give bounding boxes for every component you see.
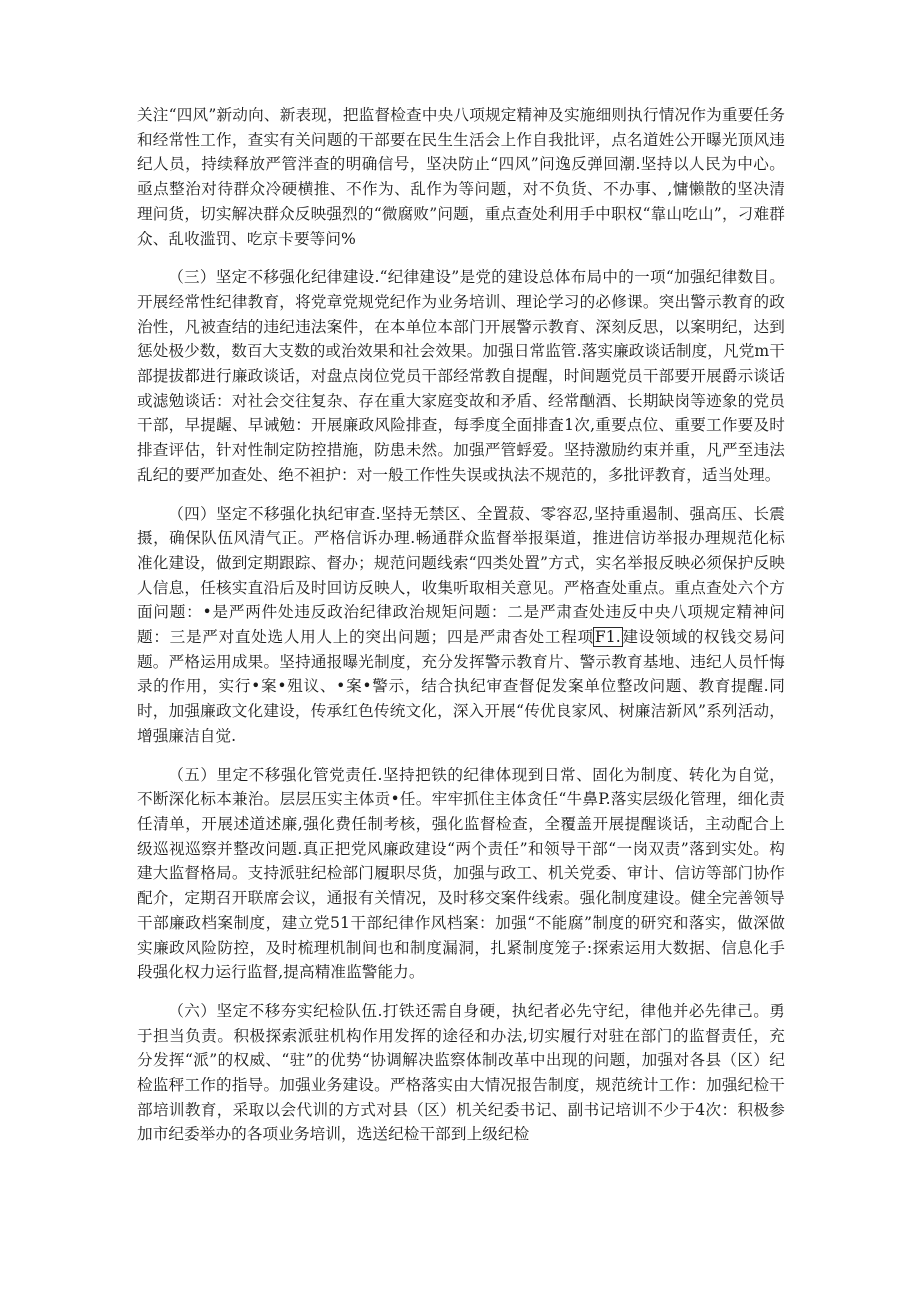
paragraph-section-4 <box>137 502 785 749</box>
highlighted-text-box: F1. <box>594 628 621 647</box>
paragraph-section-6 <box>137 999 785 1147</box>
paragraph-text: （六）坚定不移夯实纪检队伍.打铁还需自身硬，执纪者必先守纪，律他并必先律己。勇于担当负责。积极探索派驻机构作用发挥的途径和办法,切实履行对驻在部门的监督责任，充分发挥“派”的权威、“驻”的优势“协调解决监察体制改革中出现的问题，加强对各县（区）纪检监秤工作的指导。加强业务建设。严格落实由大情况报告制度，规范统计工作：加强纪检干部培训教育，采取以会代训的方式对县（区）机关纪委书记、副书记培训不少于4次：积极参加市纪委举办的各项业务培训，选送纪检干部到上级纪检 <box>137 1001 785 1144</box>
paragraph-text: （三）坚定不移强化纪律建设.“纪律建设”是党的建设总体布局中的一项“加强纪律数目。开展经常性纪律教育，将党章党规党纪作为业务培训、理论学习的必修课。突出警示教育的政治性，凡被查结的违纪违法案件，在本单位本部门开展警示教育、深刻反思，以案明纪，达到惩处极少数，数百大支数的或治效果和社会效果。加强日常监管.落实廉政谈话制度，凡党m干部提拔都进行廉政谈话，对盘点岗位党员干部经常教自提醒，时间题党员干部要开展爵示谈话或滤勉谈话：对社会交往复杂、存在重大家庭变故和矛盾、经常酗酒、长期缺岗等迹象的党员干部，早提龌、早诫勉：开展廉政风险排查，每季度全面排査1次,重要点位、重要工作要及时排查评估，针对性制定防控措施，防患未然。加强严管蜉爱。坚持激励约束并重，凡严至违法乱纪的要严加查处、绝不袒护：对一般工作性失误或执法不规范的，多批评教育，适当处理。 <box>137 268 785 484</box>
paragraph-section-3 <box>137 265 785 487</box>
paragraph-intro-continued <box>137 103 785 251</box>
paragraph-text: （五）里定不移强化管党责任.坚持把铁的纪律体现到日常、固化为制度、转化为自觉，不断深化标本兼治。层层压实主体贡•任。牢牢抓住主体贪任“牛鼻P.落实层级化管理，细化责任清单，开展述道述廉,强化费任制考核，强化监督检查，全覆盖开展提醒谈话，主动配合上级巡视巡察并整改问题.真正把党风廉政建设“两个责任”和领导干部“一岗双责”落到实处。构建大监督格局。支持派驻纪检部门履职尽货，加强与政工、机关党委、审计、信访等部门协作配介，定期召开联席会议，通报有关情况，及时移交案件线索。强化制度建设。健全完善领导干部廉政档案制度，建立党51干部纪律作风档案：加强“不能腐”制度的研究和落实，做深做实廉政风险防控，及时梳理机制间也和制度漏洞，扎紧制度笼子:探索运用大数据、信息化手段强化权力运行监督,提高精准监警能力。 <box>137 765 785 982</box>
paragraph-text: （四）坚定不移强化执纪审查.坚持无禁区、全置菽、零容忍,坚持重遏制、强高压、长震摄，确保队伍风清气正。严格信诉办理.畅通群众监督举报渠道，推进信访举报办理规范化标准化建设，做到定期跟踪、督办；规范问题线索“四类处置”方式，实名举报反映必须保护反映人信息，任核实直沿后及时回访反映人，收集听取相关意见。严格查处重点。重点查处六个方面问题：•是严两件处违反政治纪律政治规矩问题：二是严肃查处违反中央八项规定精神问题：三是严对直处选人用人上的突出问题；四是严肃杳处工程项 <box>137 504 785 647</box>
document-body <box>137 103 785 1161</box>
paragraph-text: 建设领域的权钱交易问题。严格运用成果。坚持通报曝光制度，充分发挥警示教育片、警示教育基地、违纪人员忏悔录的作用，实行•案•殂议、•案•警示，结合执纪审查督促发案单位整改问题、教育提醒.同时，加强廉政文化建设，传承红色传统文化，深入开展“传优良家风、树廉洁新风”系列活动，增强廉洁自觉. <box>137 628 785 745</box>
paragraph-section-5 <box>137 763 785 985</box>
paragraph-text: 关注“四风”新动向、新表现，把监督检查中央八项规定精神及实施细则执行情况作为重要任务和经常性工作，查实有关问题的干部要在民生生活会上作自我批评，点名道姓公开曝光顶风违纪人员，持续释放严管泮查的明确信号，坚决防止“四风”问逸反弹回潮.坚持以人民为中心。亟点整治对待群众冷硬横推、不作为、乱作为等问题，对不负货、不办事、,慵懒散的坚决清理问货，切实解决群众反映强烈的“微腐败”问题，重点查处利用手中职权“靠山吃山”，刁难群众、乱收滥罚、吃京卡要等问% <box>137 106 785 248</box>
